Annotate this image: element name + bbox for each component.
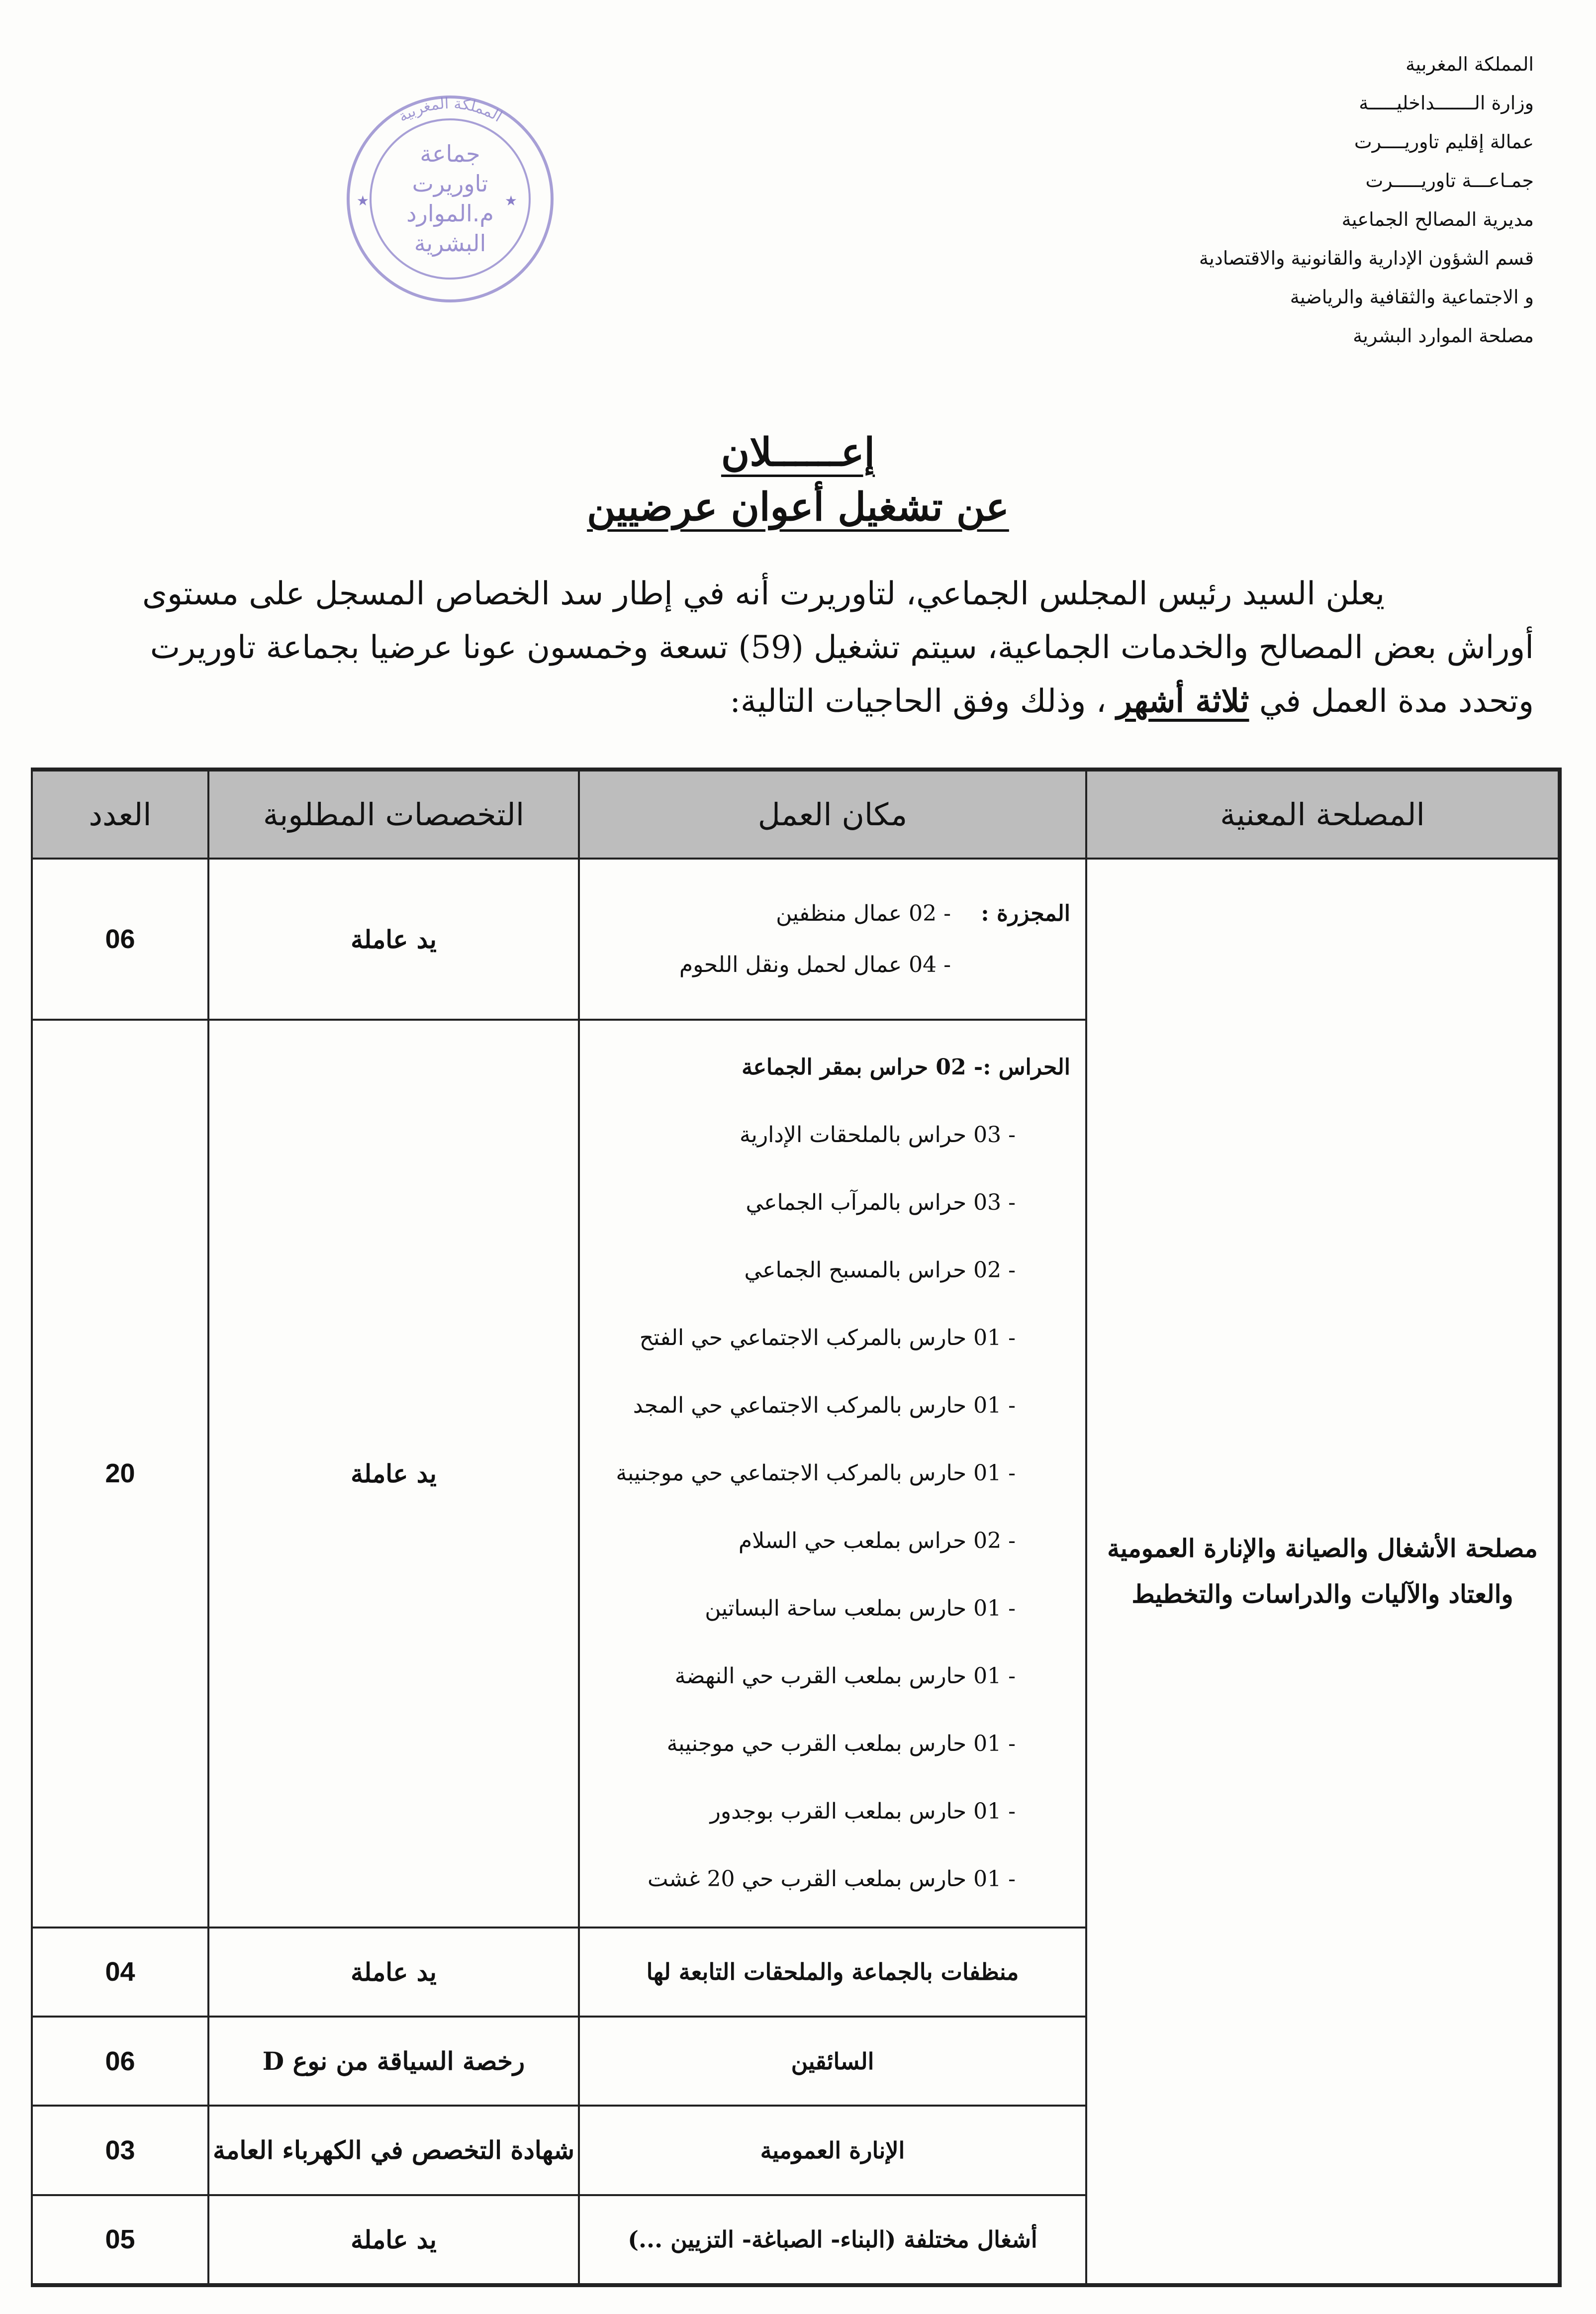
svg-text:★: ★ <box>356 193 369 209</box>
place-item: - 01 حارس بملعب القرب حي 20 غشت <box>648 1866 1016 1892</box>
stamp-ring-text: المملكة المغربية <box>395 95 505 126</box>
letterhead-line: مديرية المصالح الجماعية <box>1341 208 1534 230</box>
place-item: - 01 حارس بملعب القرب حي موجنيبة <box>666 1731 1016 1757</box>
intro-text: ، وذلك وفق الحاجيات التالية: <box>730 683 1107 720</box>
place-item: - 01 حارس بملعب ساحة البساتين <box>705 1596 1016 1622</box>
stamp-line: م.الموارد <box>406 200 494 227</box>
intro-text: وتحدد مدة العمل في <box>1259 683 1534 720</box>
stamp-line: البشرية <box>414 230 486 257</box>
stamp-line: تاوريرت <box>412 170 488 197</box>
place-cell: المجزرة : - 02 عمال منظفين - 04 عمال لحمل ونقل اللحوم <box>579 859 1086 1020</box>
intro-line: أوراش بعض المصالح والخدمات الجماعية، سيتم تشغيل (59) تسعة وخمسون عونا عرضيا بجماعة تاوريرت <box>150 629 1534 666</box>
count-cell: 03 <box>32 2106 208 2195</box>
table-row <box>32 859 1559 1020</box>
title-main: إعــــــلان <box>721 430 875 475</box>
letterhead-line: قسم الشؤون الإدارية والقانونية والاقتصادية <box>1199 247 1534 269</box>
place-heading: المجزرة : <box>981 900 1070 926</box>
letterhead-line: عمالة إقليم تاوريــــرت <box>1354 131 1534 153</box>
title-sub: عن تشغيل أعوان عرضيين <box>587 484 1009 530</box>
place-cell: أشغال مختلفة (البناء- الصباغة- التزيين ...) <box>579 2195 1086 2284</box>
place-item: - 03 حراس بالمرآب الجماعي <box>746 1190 1016 1216</box>
place-item: - 03 حراس بالملحقات الإدارية <box>739 1122 1016 1148</box>
letterhead-line: و الاجتماعية والثقافية والرياضية <box>1290 286 1534 308</box>
place-heading: الحراس :- 02 حراس بمقر الجماعة <box>742 1055 1070 1080</box>
table-header-row <box>32 771 1559 859</box>
header-service: المصلحة المعنية <box>1086 771 1559 859</box>
place-item: - 01 حارس بالمركب الاجتماعي حي الفتح <box>639 1325 1016 1351</box>
letterhead-line: مصلحة الموارد البشرية <box>1353 325 1534 347</box>
stamp-seal-icon <box>343 92 557 306</box>
count-cell: 20 <box>32 1020 208 1927</box>
svg-text:المملكة المغربية <box>395 95 505 126</box>
place-cell: منظفات بالجماعة والملحقات التابعة لها <box>579 1928 1086 2017</box>
place-item: - 01 حارس بالمركب الاجتماعي حي المجد <box>633 1393 1016 1419</box>
intro-line: يعلن السيد رئيس المجلس الجماعي، لتاوريرت أنه في إطار سد الخصاص المسجل على مستوى <box>142 576 1385 612</box>
place-item: - 04 عمال لحمل ونقل اللحوم <box>679 952 951 977</box>
duration-highlight: ثلاثة أشهر <box>1116 682 1249 720</box>
intro-paragraph <box>65 567 1534 728</box>
svg-text:★: ★ <box>504 193 517 209</box>
place-cell: السائقين <box>579 2017 1086 2106</box>
place-item: - 02 حراس بالمسبح الجماعي <box>744 1257 1016 1283</box>
specialty-cell: يد عاملة <box>208 1928 579 2017</box>
header-specialty: التخصصات المطلوبة <box>208 771 579 859</box>
letterhead-line: جمـاعـــة تاوريـــــرت <box>1365 170 1534 192</box>
place-item: - 02 حراس بملعب حي السلام <box>738 1528 1016 1554</box>
specialty-cell: يد عاملة <box>208 2195 579 2284</box>
letterhead-line: المملكة المغربية <box>1406 53 1534 75</box>
header-place: مكان العمل <box>579 771 1086 859</box>
positions-table <box>31 768 1562 2287</box>
place-item: - 01 حارس بملعب القرب حي النهضة <box>674 1663 1016 1689</box>
specialty-cell: شهادة التخصص في الكهرباء العامة <box>208 2106 579 2195</box>
count-cell: 05 <box>32 2195 208 2284</box>
count-cell: 06 <box>32 859 208 1020</box>
place-cell: الإنارة العمومية <box>579 2106 1086 2195</box>
count-cell: 04 <box>32 1928 208 2017</box>
announcement-title <box>0 425 1596 535</box>
specialty-cell: رخصة السياقة من نوع D <box>208 2017 579 2106</box>
intro-line-3 <box>65 675 1534 728</box>
count-cell: 06 <box>32 2017 208 2106</box>
place-cell <box>579 1020 1086 1927</box>
place-item: - 01 حارس بالمركب الاجتماعي حي موجنيبة <box>616 1460 1016 1486</box>
specialty-cell: يد عاملة <box>208 1020 579 1927</box>
service-cell: مصلحة الأشغال والصيانة والإنارة العمومية والعتاد والآليات والدراسات والتخطيط <box>1086 859 1559 2284</box>
specialty-cell: يد عاملة <box>208 859 579 1020</box>
official-stamp <box>343 92 557 306</box>
place-item: - 01 حارس بملعب القرب بوجدور <box>710 1799 1016 1825</box>
letterhead-line: وزارة الـــــــداخليـــــة <box>1359 92 1534 114</box>
header-count: العدد <box>32 771 208 859</box>
letterhead <box>1086 45 1534 355</box>
stamp-line: جماعة <box>420 140 480 167</box>
